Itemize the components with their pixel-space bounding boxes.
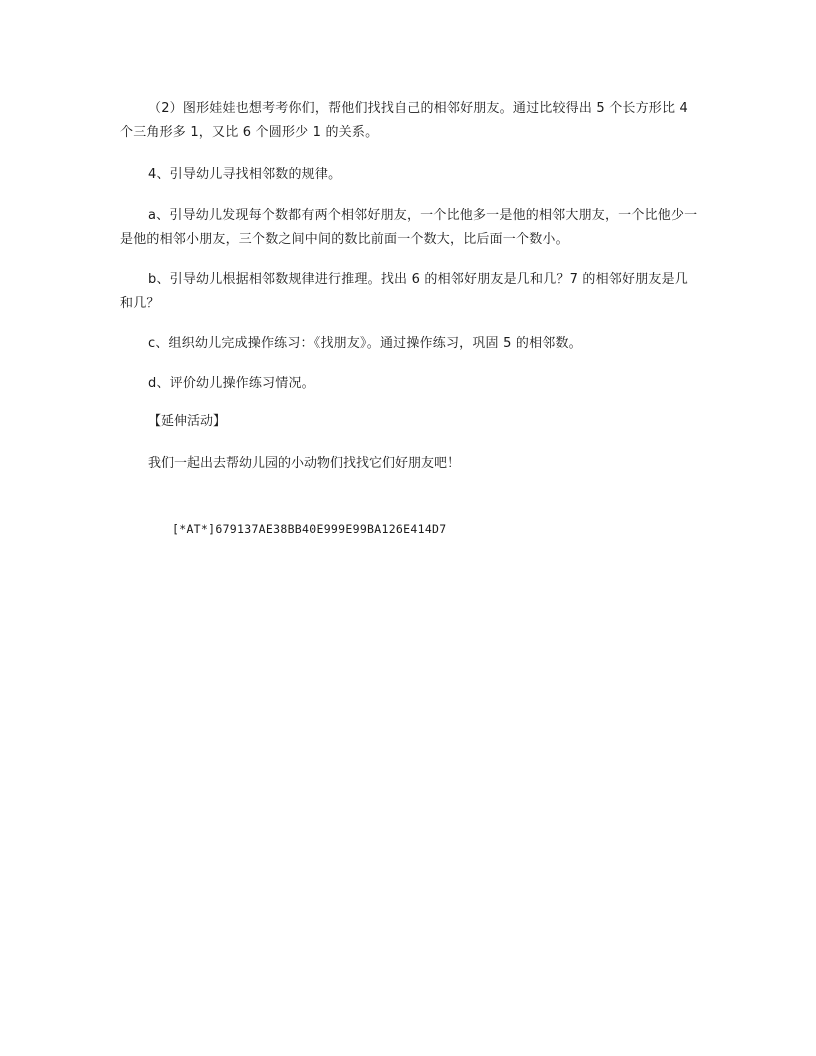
closing-line: 我们一起出去帮幼儿园的小动物们找找它们好朋友吧！ xyxy=(148,456,461,471)
section-heading-extension: 【延伸活动】 xyxy=(148,414,227,429)
paragraph-shape-friends: （2）图形娃娃也想考考你们，帮他们找找自己的相邻好朋友。通过比较得出 5 个长方形比 4 个三角形多 1，又比 6 个圆形少 1 的关系。 xyxy=(120,101,689,140)
paragraph-step-b: b、引导幼儿根据相邻数规律进行推理。找出 6 的相邻好朋友是几和几？7 的相邻好朋友是几和几？ xyxy=(120,272,688,311)
paragraph-step-c: c、组织幼儿完成操作练习：《找朋友》。通过操作练习，巩固 5 的相邻数。 xyxy=(148,336,582,351)
footer-code: [*AT*]679137AE38BB40E999E99BA126E414D7 xyxy=(172,522,447,536)
paragraph-step-4: 4、引导幼儿寻找相邻数的规律。 xyxy=(148,167,342,182)
paragraph-step-d: d、评价幼儿操作练习情况。 xyxy=(148,376,315,391)
paragraph-step-a: a、引导幼儿发现每个数都有两个相邻好朋友，一个比他多一是他的相邻大朋友，一个比他少一是他的相邻小朋友，三个数之间中间的数比前面一个数大，比后面一个数小。 xyxy=(120,208,698,247)
